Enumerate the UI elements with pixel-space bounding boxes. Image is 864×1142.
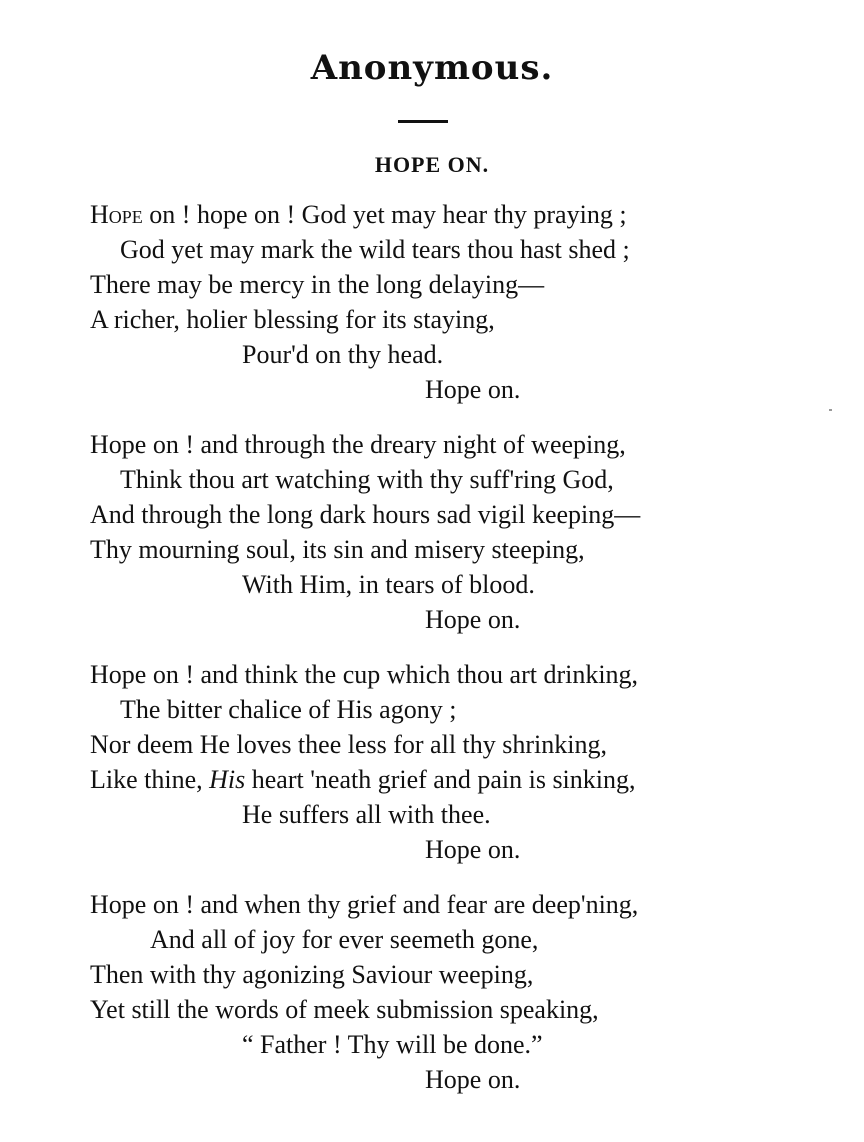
- stanza-4-refrain: Hope on.: [425, 1065, 521, 1094]
- stanza-2-line-1: Hope on ! and through the dreary night of weeping,: [90, 430, 626, 459]
- stanza-3-refrain: Hope on.: [425, 835, 521, 864]
- stanza-4-line-4: Yet still the words of meek submission speaking,: [90, 995, 599, 1024]
- italic-his: His: [209, 765, 246, 794]
- stanza-1-refrain: Hope on.: [425, 375, 521, 404]
- margin-speck: [829, 409, 832, 411]
- stanza-2-line-4: Thy mourning soul, its sin and misery steeping,: [90, 535, 585, 564]
- stanza-1-line-1: Hope on ! hope on ! God yet may hear thy praying ;: [90, 200, 627, 229]
- stanza-4-line-1: Hope on ! and when thy grief and fear are deep'ning,: [90, 890, 639, 919]
- stanza-1-line-2: God yet may mark the wild tears thou hast shed ;: [120, 235, 630, 264]
- poem-title: HOPE ON.: [374, 152, 490, 177]
- stanza-4-line-2: And all of joy for ever seemeth gone,: [150, 925, 539, 954]
- stanza-1-line-4: A richer, holier blessing for its staying,: [90, 305, 495, 334]
- stanza-3-line-3: Nor deem He loves thee less for all thy shrinking,: [90, 730, 607, 759]
- stanza-2-line-2: Think thou art watching with thy suff'ring God,: [120, 465, 614, 494]
- stanza-3-line-4: Like thine, His heart 'neath grief and pain is sinking,: [90, 765, 636, 794]
- stanza-2-line-5: With Him, in tears of blood.: [242, 570, 535, 599]
- stanza-3-line-5: He suffers all with thee.: [242, 800, 491, 829]
- stanza-4-line-5: “ Father ! Thy will be done.”: [242, 1030, 543, 1059]
- stanza-2-refrain: Hope on.: [425, 605, 521, 634]
- stanza-2-line-3: And through the long dark hours sad vigil keeping—: [90, 500, 641, 529]
- stanza-3-line-1: Hope on ! and think the cup which thou art drinking,: [90, 660, 639, 689]
- stanza-4-line-3: Then with thy agonizing Saviour weeping,: [90, 960, 534, 989]
- stanza-1-line-3: There may be mercy in the long delaying—: [90, 270, 545, 299]
- drop-word: Hope: [90, 200, 143, 229]
- title-rule: [398, 120, 448, 123]
- author-heading: Anonymous.: [310, 48, 554, 88]
- stanza-1-line-5: Pour'd on thy head.: [242, 340, 444, 369]
- stanza-3-line-2: The bitter chalice of His agony ;: [120, 695, 457, 724]
